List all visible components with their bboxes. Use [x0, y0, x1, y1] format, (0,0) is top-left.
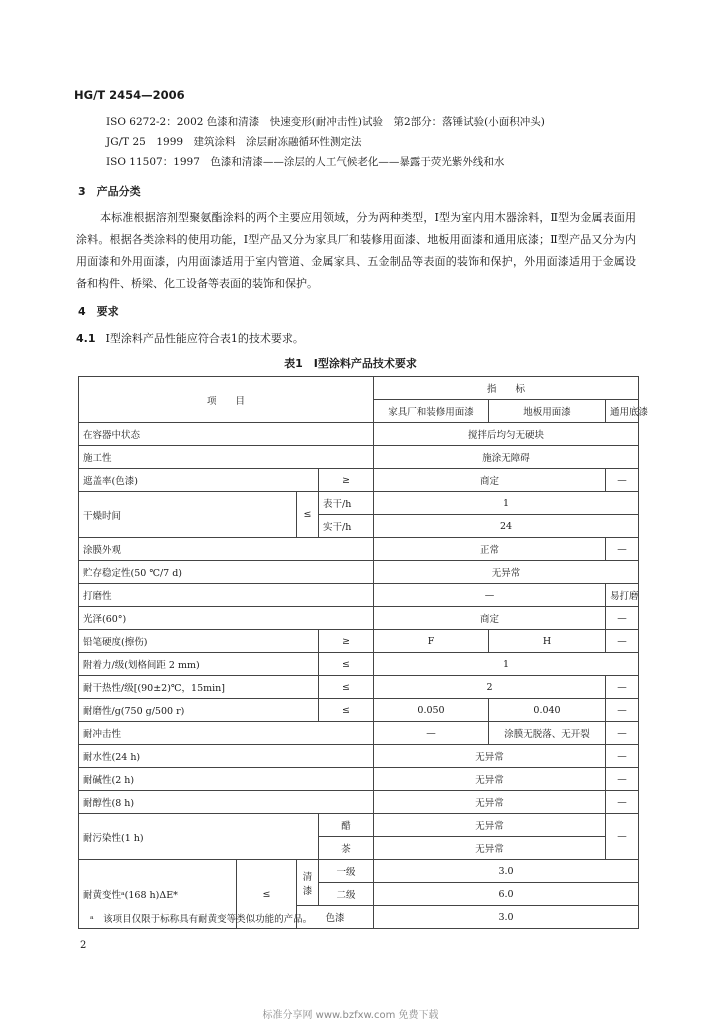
- header-item: 项 目: [79, 377, 374, 423]
- reference-item: ISO 6272-2：2002 色漆和清漆 快速变形(耐冲击性)试验 第2部分：落锤试验(小面积冲头): [106, 116, 545, 128]
- table-row: 实干/h 24: [79, 515, 639, 538]
- table-row: 遮盖率(色漆) ≥ 商定 —: [79, 469, 639, 492]
- header-index: 指 标: [374, 377, 639, 400]
- table-row: 涂膜外观 正常 —: [79, 538, 639, 561]
- spec-table: [78, 376, 649, 929]
- table-row: 耐黄变性ᵃ(168 h)ΔE* ≤ 清漆 一级 3.0: [79, 860, 639, 883]
- table-row: 茶 无异常: [79, 837, 639, 860]
- section-3-heading: 3 产品分类: [78, 185, 141, 198]
- table-row: 耐水性(24 h) 无异常 —: [79, 745, 639, 768]
- table-row: 耐污染性(1 h) 醋 无异常 —: [79, 814, 639, 837]
- table-row: 附着力/级(划格间距 2 mm) ≤ 1: [79, 653, 639, 676]
- reference-item: ISO 11507：1997 色漆和清漆——涂层的人工气候老化——暴露于荧光紫外线和水: [106, 156, 505, 168]
- table-row: 色漆 3.0: [79, 906, 639, 929]
- section-4-heading: 4 要求: [78, 305, 119, 318]
- section-3-paragraph: 本标准根据溶剂型聚氨酯涂料的两个主要应用领域，分为两种类型，Ⅰ型为室内用木器涂料，Ⅱ型为金属表面用涂料。根据各类涂料的使用功能，Ⅰ型产品又分为家具厂和装修用面漆、地板用面漆和通用底漆；Ⅱ型产品又分为内用面漆和外用面漆，内用面漆适用于室内管道、金属家具、五金制品等表面的装饰和保护，外用面漆适用于金属设备和构件、桥梁、化工设备等表面的装饰和保护。: [76, 211, 636, 290]
- table-row: 打磨性 — 易打磨: [79, 584, 639, 607]
- table-row: 干燥时间 ≤ 表干/h 1: [79, 492, 639, 515]
- table-row: 铅笔硬度(擦伤) ≥ F H —: [79, 630, 639, 653]
- header-col-floor: 地板用面漆: [489, 400, 606, 423]
- page-number: 2: [80, 940, 87, 951]
- table-header-row: [79, 377, 639, 400]
- table-row: 施工性 施涂无障碍: [79, 446, 639, 469]
- table-row: 耐醇性(8 h) 无异常 —: [79, 791, 639, 814]
- reference-item: JG/T 25 1999 建筑涂料 涂层耐冻融循环性测定法: [106, 136, 362, 148]
- table-footnote: ᵃ 该项目仅限于标称具有耐黄变等类似功能的产品。: [90, 914, 313, 925]
- table-row: 贮存稳定性(50 ℃/7 d) 无异常: [79, 561, 639, 584]
- clause-4-1: 4.1 Ⅰ型涂料产品性能应符合表1的技术要求。: [76, 332, 304, 345]
- normative-references: [106, 112, 545, 172]
- standard-code: HG/T 2454—2006: [74, 88, 185, 102]
- table-row: 耐碱性(2 h) 无异常 —: [79, 768, 639, 791]
- table-row: 耐磨性/g(750 g/500 r) ≤ 0.050 0.040 —: [79, 699, 639, 722]
- table-row: 光泽(60°) 商定 —: [79, 607, 639, 630]
- table-caption: 表1 Ⅰ型涂料产品技术要求: [284, 357, 417, 370]
- table-row: 二级 6.0: [79, 883, 639, 906]
- header-col-furniture: 家具厂和装修用面漆: [374, 400, 489, 423]
- table-row: 在容器中状态 搅拌后均匀无硬块: [79, 423, 639, 446]
- watermark: 标准分享网 www.bzfxw.com 免费下载: [262, 1010, 439, 1021]
- table-row: 耐干热性/级[(90±2)℃，15min] ≤ 2 —: [79, 676, 639, 699]
- header-col-primer: 通用底漆: [606, 400, 639, 423]
- table-row: 耐冲击性 — 涂膜无脱落、无开裂 —: [79, 722, 639, 745]
